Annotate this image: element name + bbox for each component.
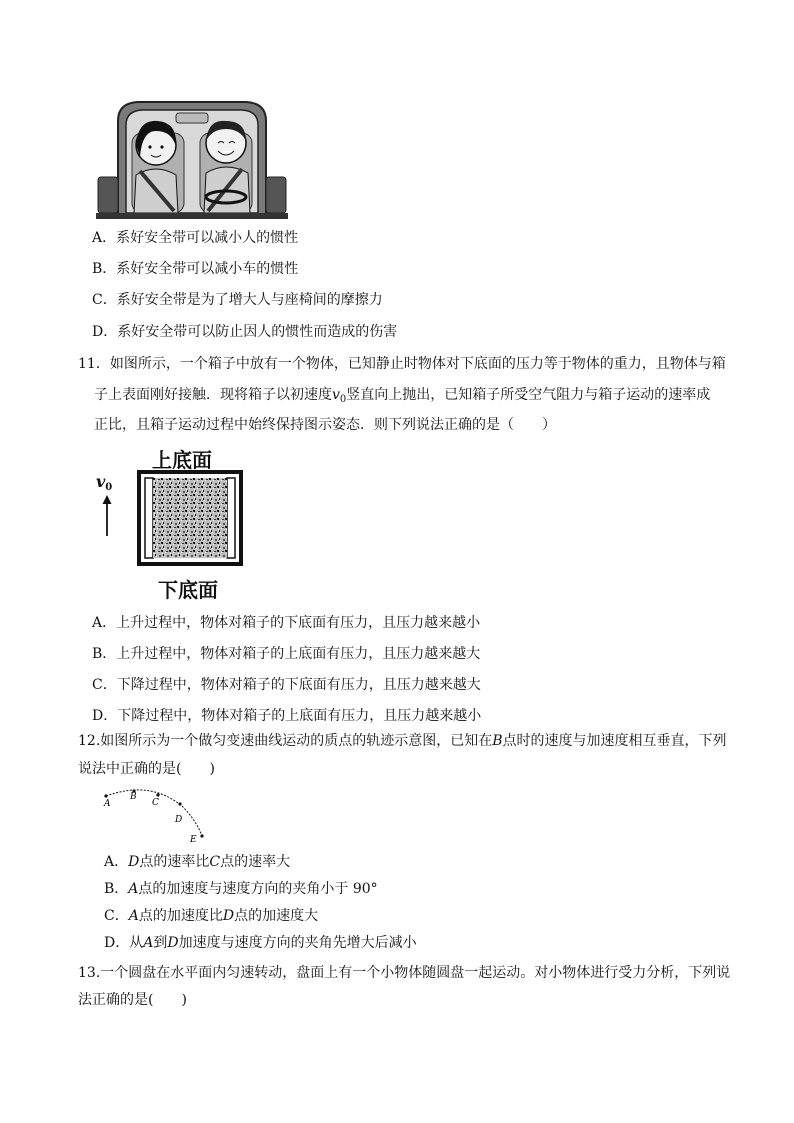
- q12-c-mid: 点的加速度比: [138, 908, 223, 924]
- q10-option-d: D．系好安全带可以防止因人的惯性而造成的伤害: [92, 324, 398, 340]
- bottom-surface-label: 下底面: [158, 578, 218, 602]
- v0-arrow-subscript: 0: [105, 482, 113, 493]
- q12-c-v2: D: [222, 908, 235, 924]
- velocity-arrow-icon: [100, 494, 114, 538]
- point-e-dot: [200, 834, 203, 837]
- q12-c-v1: A: [128, 908, 139, 924]
- q10-option-b: B．系好安全带可以减小车的惯性: [92, 261, 299, 277]
- point-d-label: D: [175, 815, 183, 825]
- q11-stem-line2: [94, 385, 710, 410]
- trajectory-diagram: [100, 786, 212, 844]
- q11-stem-line2-a: 子上表面刚好接触．现将箱子以初速度: [94, 387, 332, 403]
- q11-stem-line1: 11．如图所示，一个箱子中放有一个物体，已知静止时物体对下底面的压力等于物体的重力，且物体与箱: [78, 356, 726, 372]
- q12-d-v2: D: [167, 935, 179, 951]
- q12-d-post: 加速度与速度方向的夹角先增大后减小: [178, 935, 417, 951]
- q11-option-b: B．上升过程中，物体对箱子的上底面有压力，且压力越来越大: [92, 646, 481, 662]
- q10-option-c: C．系好安全带是为了增大人与座椅间的摩擦力: [92, 292, 383, 308]
- q12-d-v1: A: [143, 935, 154, 951]
- q12-b-post: 点的加速度与速度方向的夹角小于 90°: [138, 881, 378, 897]
- q11-option-a: A．上升过程中，物体对箱子的下底面有压力，且压力越来越小: [92, 615, 481, 631]
- q11-option-c: C．下降过程中，物体对箱子的下底面有压力，且压力越来越大: [92, 677, 481, 693]
- q11-stem-line3: 正比，且箱子运动过程中始终保持图示姿态．则下列说法正确的是（ ）: [94, 417, 556, 433]
- q12-option-d: [104, 933, 417, 953]
- point-c-dot: [156, 793, 159, 796]
- q12-stem-point-b: B: [492, 733, 503, 749]
- q12-b-v1: A: [128, 881, 139, 897]
- q12-c-pre: C．: [104, 908, 129, 924]
- point-e-label: E: [190, 835, 197, 844]
- point-d-dot: [178, 802, 181, 805]
- q12-stem-line1-c: 点时的速度与加速度相互垂直，下列: [502, 733, 727, 749]
- q13-stem-line2: 法正确的是( ): [78, 992, 187, 1008]
- point-b-label: B: [130, 792, 137, 802]
- q12-a-v2: C: [209, 854, 221, 870]
- q13-stem-line1: 13.一个圆盘在水平面内匀速转动，盘面上有一个小物体随圆盘一起运动。对小物体进行受力分析，下列说: [78, 965, 731, 981]
- q10-option-a: A．系好安全带可以减小人的惯性: [92, 230, 299, 246]
- point-a-label: A: [104, 799, 111, 809]
- q12-d-mid: 到: [153, 935, 168, 951]
- point-a-dot: [104, 794, 107, 797]
- q11-v0-symbol: v: [332, 387, 340, 403]
- box-with-object-diagram: [137, 470, 243, 566]
- q12-option-a: [104, 852, 290, 872]
- q12-stem-line1-a: 12.如图所示为一个做匀变速曲线运动的质点的轨迹示意图，已知在: [78, 733, 493, 749]
- q11-stem-line2-b: 竖直向上抛出，已知箱子所受空气阻力与箱子运动的速率成: [346, 387, 711, 403]
- q12-c-post: 点的加速度大: [234, 908, 319, 924]
- q11-option-d: D．下降过程中，物体对箱子的上底面有压力，且压力越来越小: [92, 708, 482, 724]
- v0-arrow-label: [96, 472, 112, 493]
- v0-arrow-symbol: v: [96, 472, 106, 491]
- q12-a-post: 点的速率大: [220, 854, 291, 870]
- car-seatbelt-illustration: [96, 97, 288, 219]
- q12-d-pre: D．从: [104, 935, 144, 951]
- q12-option-c: [104, 906, 318, 926]
- q12-a-mid: 点的速率比: [139, 854, 210, 870]
- q12-stem-line1: [78, 731, 727, 751]
- q12-a-pre: A．: [104, 854, 129, 870]
- q12-option-b: [104, 879, 378, 899]
- q12-a-v1: D: [128, 854, 140, 870]
- q11-v0-subscript: 0: [339, 394, 347, 405]
- point-c-label: C: [152, 798, 159, 808]
- q12-b-pre: B．: [104, 881, 129, 897]
- top-surface-label: 上底面: [152, 448, 212, 472]
- q12-stem-line2: 说法中正确的是( ): [78, 761, 215, 777]
